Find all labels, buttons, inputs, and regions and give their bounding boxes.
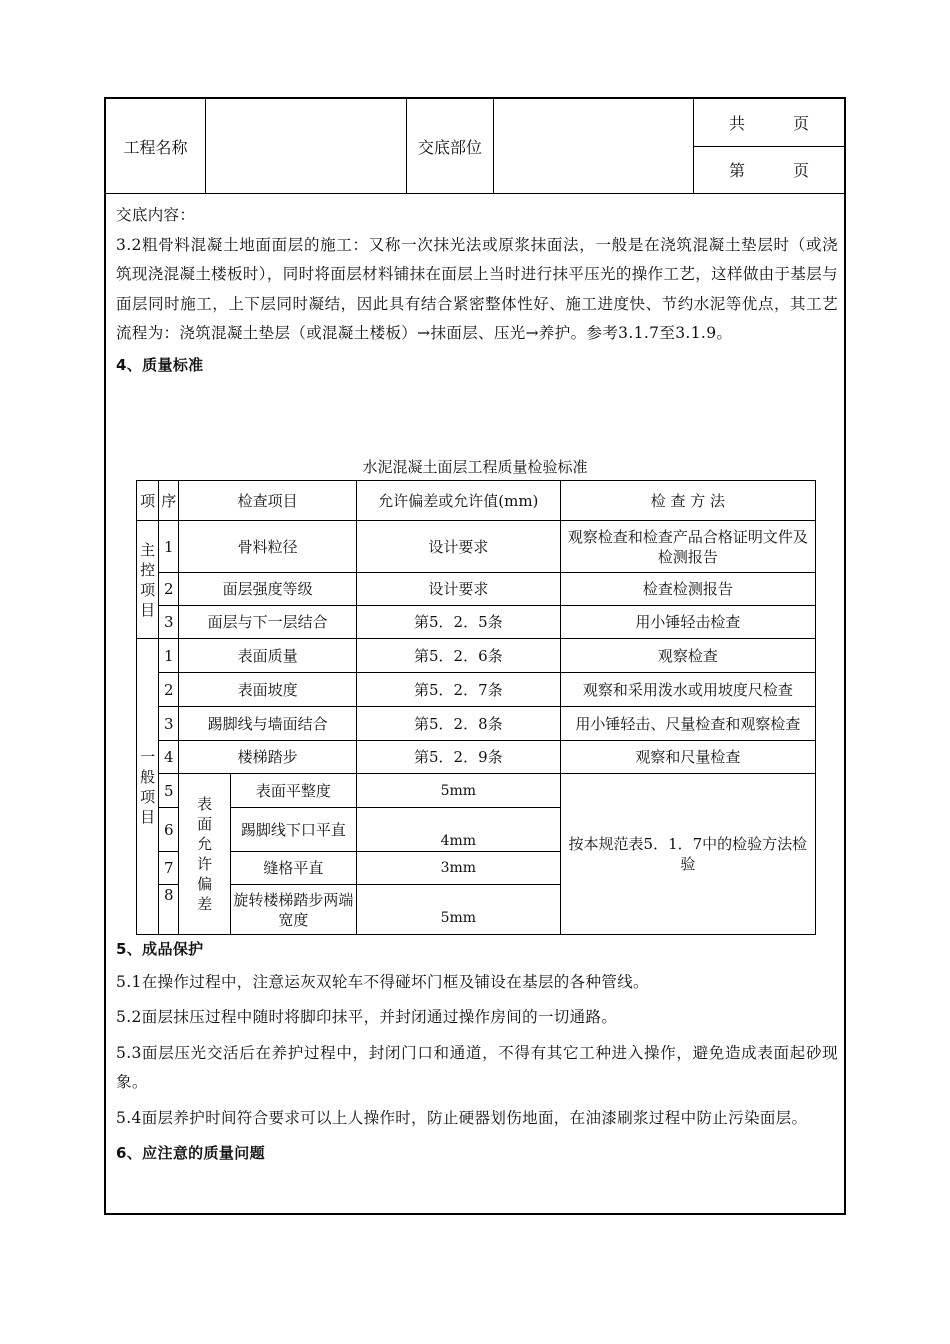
row-method: 观察和采用泼水或用坡度尺检查: [560, 673, 815, 707]
paragraph-5-2: 5.2面层抹压过程中随时将脚印抹平，并封闭通过操作房间的一切通路。: [116, 1008, 618, 1026]
row-tolerance: 第5．2．9条: [356, 741, 560, 774]
table-row: [137, 707, 816, 741]
row-tolerance: 第5．2．5条: [356, 606, 560, 639]
row-method: 观察检查: [560, 639, 815, 673]
row-seq: 1: [159, 639, 179, 673]
row-item: 踢脚线下口平直: [230, 808, 356, 852]
table-row: [137, 606, 816, 639]
row-method: 观察和尺量检查: [560, 741, 815, 774]
table-title: 水泥混凝土面层工程质量检验标准: [362, 458, 588, 476]
project-name-label: 工程名称: [106, 99, 206, 193]
row-item: 骨料粒径: [179, 521, 357, 573]
section-5-title: 5、成品保护: [116, 940, 204, 958]
intro-section: [116, 195, 838, 380]
table-row: [137, 639, 816, 673]
row-tolerance: 第5．2．7条: [356, 673, 560, 707]
row-item: 面层与下一层结合: [179, 606, 357, 639]
header-item: 项: [137, 481, 159, 521]
protection-section: [116, 935, 838, 1169]
table-row: [137, 774, 816, 808]
row-tolerance: 3mm: [356, 852, 560, 885]
surface-group-label: 表 面 允 许 偏 差: [179, 774, 230, 935]
section-4-title: 4、质量标准: [116, 355, 204, 374]
row-seq: 2: [159, 573, 179, 606]
quality-table: [136, 480, 816, 935]
row-item: 旋转楼梯踏步两端宽度: [230, 885, 356, 935]
row-seq: 1: [159, 521, 179, 573]
table-header-row: [137, 481, 816, 521]
row-seq: 3: [159, 707, 179, 741]
surface-method: 按本规范表5．1．7中的检验方法检验: [560, 774, 815, 935]
disclosure-sheet: [104, 97, 846, 1215]
section-6-title: 6、应注意的质量问题: [116, 1144, 265, 1162]
header-tolerance: 允许偏差或允许值(mm): [356, 481, 560, 521]
row-item: 楼梯踏步: [179, 741, 357, 774]
general-group-label: 一 般 项 目: [137, 639, 159, 935]
paragraph-5-4: 5.4面层养护时间符合要求可以上人操作时，防止硬器划伤地面，在油漆刷浆过程中防止污染面层。: [116, 1108, 808, 1127]
row-item: 面层强度等级: [179, 573, 357, 606]
row-tolerance: 5mm: [356, 885, 560, 935]
header-seq: 序: [159, 481, 179, 521]
table-row: [137, 573, 816, 606]
row-tolerance: 设计要求: [356, 573, 560, 606]
page-number: 第 页: [728, 161, 809, 180]
row-tolerance: 4mm: [356, 808, 560, 852]
location-label: 交底部位: [407, 99, 494, 193]
row-tolerance: 第5．2．6条: [356, 639, 560, 673]
row-tolerance: 5mm: [356, 774, 560, 808]
row-seq: 3: [159, 606, 179, 639]
content-label: 交底内容：: [116, 206, 196, 224]
paragraph-3-2: 3.2粗骨料混凝土地面面层的施工：又称一次抹光法或原浆抹面法，一般是在浇筑混凝土垫层时（或浇筑现浇混凝土楼板时），同时将面层材料铺抹在面层上当时进行抹平压光的操作工艺，这样做由于基层与面层同时施工，上下层同时凝结，因此具有结合紧密整体性好、施工进度快、节约水泥等优点，其工艺流程为：浇筑混凝土垫层（或混凝土楼板）→抹面层、压光→养护。参考3.1.7至3.1.9。: [116, 235, 838, 342]
row-item: 缝格平直: [230, 852, 356, 885]
row-seq: 8: [159, 885, 179, 935]
row-item: 表面质量: [179, 639, 357, 673]
table-row: [137, 673, 816, 707]
header-method: 检 查 方 法: [560, 481, 815, 521]
paragraph-5-3: 5.3面层压光交活后在养护过程中，封闭门口和通道，不得有其它工种进入操作，避免造成表面起砂现象。: [116, 1043, 838, 1091]
header-check-item: 检查项目: [179, 481, 357, 521]
row-seq: 5: [159, 774, 179, 808]
row-method: 检查检测报告: [560, 573, 815, 606]
row-tolerance: 设计要求: [356, 521, 560, 573]
row-item: 表面坡度: [179, 673, 357, 707]
row-seq: 4: [159, 741, 179, 774]
row-method: 用小锤轻击、尺量检查和观察检查: [560, 707, 815, 741]
row-tolerance: 第5．2．8条: [356, 707, 560, 741]
row-item: 踢脚线与墙面结合: [179, 707, 357, 741]
header-row: [106, 99, 844, 194]
main-group-label: 主 控 项 目: [137, 521, 159, 639]
project-name-value[interactable]: [206, 99, 407, 193]
row-method: 观察检查和检查产品合格证明文件及检测报告: [560, 521, 815, 573]
row-seq: 6: [159, 808, 179, 852]
row-seq: 7: [159, 852, 179, 885]
row-method: 用小锤轻击检查: [560, 606, 815, 639]
location-value[interactable]: [494, 99, 694, 193]
table-row: [137, 741, 816, 774]
row-seq: 2: [159, 673, 179, 707]
row-item: 表面平整度: [230, 774, 356, 808]
table-row: [137, 521, 816, 573]
paragraph-5-1: 5.1在操作过程中，注意运灰双轮车不得碰坏门框及铺设在基层的各种管线。: [116, 972, 649, 991]
total-pages: 共 页: [694, 99, 844, 147]
